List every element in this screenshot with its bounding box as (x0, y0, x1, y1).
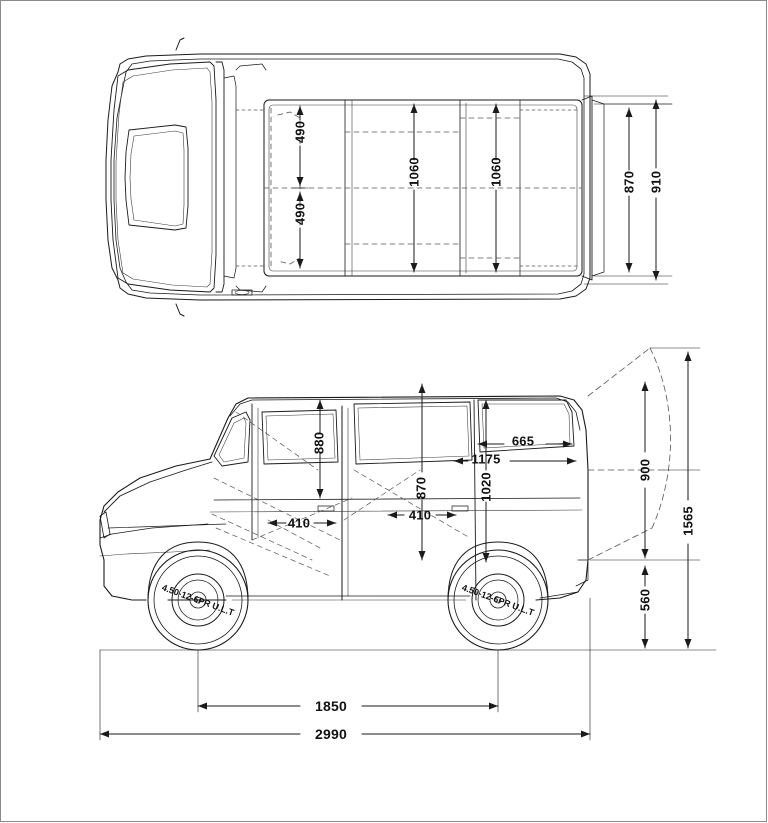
front-tire-spec-label: 4.50-12-6PR U.L.T (160, 582, 236, 618)
dim-rear-opening-length: 1175 (471, 451, 501, 467)
dim-cargo-width-front: 490 (292, 120, 308, 144)
dim-wheelbase: 1850 (315, 698, 347, 714)
dim-overall-length: 2990 (315, 726, 347, 742)
dim-rear-side-height: 1020 (478, 472, 494, 502)
dim-front-door-height: 880 (311, 431, 327, 455)
sheet-border (1, 1, 767, 822)
dim-cargo-width-rear: 490 (292, 202, 308, 226)
dim-rear-window-width: 665 (511, 433, 535, 449)
dim-ground-clearance-band: 560 (637, 588, 653, 612)
dim-overall-body-width: 870 (621, 170, 637, 194)
dim-overall-width: 910 (648, 170, 664, 194)
dim-cargo-length-mid: 1060 (406, 157, 422, 187)
dim-front-step-width: 410 (287, 515, 311, 531)
dim-overall-height: 1565 (680, 506, 696, 536)
dim-roof-to-ground: 900 (637, 458, 653, 482)
dim-cargo-length-rear: 1060 (488, 157, 504, 187)
rear-tire-spec-label: 4.50-12-6PR U.L.T (460, 582, 536, 618)
dim-cargo-floor-height: 870 (413, 476, 429, 500)
dim-rear-step-width: 410 (408, 507, 432, 523)
